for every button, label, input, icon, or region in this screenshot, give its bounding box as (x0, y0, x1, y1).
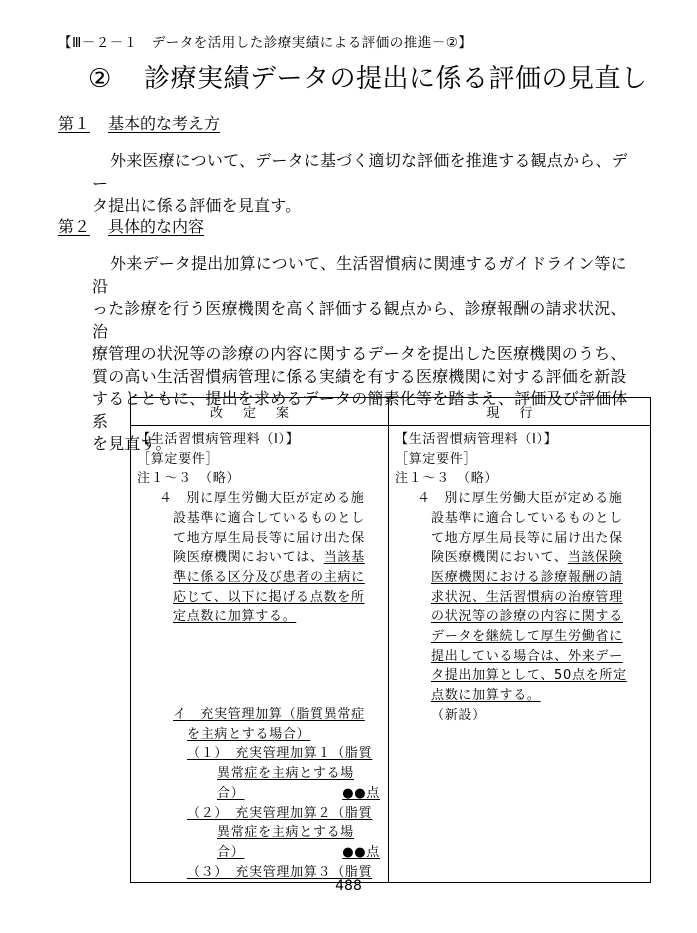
section-heading-2 (58, 214, 204, 237)
amended-line: （３） 充実管理加算３（脂質 (187, 864, 373, 880)
cell-text: 険医療機関において、 (431, 550, 568, 566)
cell-text: 充実管理加算（脂質異常症 (186, 707, 365, 723)
paragraph-line: タ提出に係る評価を見直す。 (92, 196, 302, 215)
paragraph-line: 療管理の状況等の診療の内容に関するデータを提出した医療機関のうち、 (92, 344, 627, 363)
cell-title: 【生活習慣病管理料（Ⅰ）】 (395, 432, 558, 447)
item-marker: イ (173, 707, 187, 723)
points-value: ●●点 (342, 844, 380, 860)
amended-line (137, 784, 380, 804)
cell-line: て地方厚生局長等に届け出た保 (431, 530, 623, 546)
new-marker: （新設） (431, 707, 486, 723)
paragraph-line: 外来医療について、データに基づく適切な評価を推進する観点から、デー (92, 151, 628, 193)
amended-line: 医療機関における診療報酬の請 (431, 569, 623, 585)
amended-text: 当該基 (323, 550, 365, 566)
cell-title: 【生活習慣病管理料（Ⅰ）】 (137, 432, 300, 447)
amended-line: 定点数に加算する。 (173, 609, 297, 625)
section-tag: 【Ⅲ－２－１ データを活用した診療実績による評価の推進－②】 (58, 35, 473, 51)
cell-line: 設基準に適合しているものとし (173, 510, 365, 526)
points-value: ●●点 (342, 785, 380, 801)
amended-line: （２） 充実管理加算２（脂質 (187, 805, 373, 821)
cell-note: 注１～３ （略） (137, 471, 241, 487)
paragraph-line: 外来データ提出加算について、生活習慣病に関連するガイドライン等に沿 (92, 254, 627, 296)
amended-text: 合） (217, 844, 245, 860)
amended-line: 応じて、以下に掲げる点数を所 (173, 589, 365, 605)
table-header-row (131, 398, 651, 426)
section-1-paragraph (92, 150, 640, 218)
section-number: 第２ (58, 217, 91, 236)
cell-line (137, 548, 380, 568)
cell-line: て地方厚生局長等に届け出た保 (173, 530, 365, 546)
paragraph-line: を見直す。 (92, 434, 172, 453)
amended-line: 求状況、生活習慣病の治療管理 (431, 589, 623, 605)
title-text: 診療実績データの提出に係る評価の見直し (144, 64, 648, 94)
table-row (131, 426, 651, 883)
amended-line: （１） 充実管理加算１（脂質 (187, 746, 373, 762)
cell-requirement: ［算定要件］ (137, 451, 220, 467)
paragraph-line: った診療を行う医療機関を高く評価する観点から、診療報酬の請求状況、治 (92, 299, 627, 341)
revision-cell (131, 426, 389, 883)
paragraph-line: 質の高い生活習慣病管理に係る実績を有する医療機関に対する評価を新設 (92, 366, 627, 386)
section-heading-text: 基本的な考え方 (108, 114, 221, 133)
amended-line: 点数に加算する。 (431, 688, 541, 704)
header-revision: 改定案 (131, 398, 389, 426)
amended-line: 異常症を主病とする場 (217, 825, 355, 841)
amended-line: データを継続して厚生労働省に (431, 629, 623, 645)
cell-line (395, 548, 642, 568)
comparison-table (130, 397, 651, 883)
amended-line: の状況等の診療の内容に関する (431, 609, 623, 625)
amended-text: 当該保険 (567, 550, 623, 566)
cell-line: ４ 別に厚生労働大臣が定める施 (417, 491, 623, 507)
amended-line: タ提出加算として、50点を所定 (431, 668, 627, 684)
amended-text: 合） (217, 785, 245, 801)
section-number: 第１ (58, 114, 91, 133)
amended-line: 提出している場合は、外来デー (431, 648, 623, 664)
amended-line (137, 843, 380, 863)
cell-spacer (137, 627, 380, 705)
section-heading-text: 具体的な内容 (108, 217, 205, 236)
amended-line: を主病とする場合） (187, 726, 311, 742)
amended-line: 準に係る区分及び患者の主病に (173, 569, 365, 585)
amended-line (137, 705, 380, 725)
current-cell (389, 426, 651, 883)
amended-line: 異常症を主病とする場 (217, 766, 355, 782)
cell-line: ４ 別に厚生労働大臣が定める施 (159, 491, 365, 507)
title-number: ② (88, 64, 112, 94)
cell-requirement: ［算定要件］ (395, 451, 478, 467)
cell-text: 険医療機関においては、 (173, 550, 324, 566)
section-heading-1 (58, 111, 220, 134)
page-number: 488 (335, 878, 362, 894)
header-current: 現行 (389, 398, 651, 426)
cell-line: 設基準に適合しているものとし (431, 510, 623, 526)
paragraph-line: するとともに、提出を求めるデータの簡素化等を踏まえ、評価及び評価体系 (92, 389, 628, 431)
cell-note: 注１～３ （略） (395, 471, 499, 487)
page-title (88, 58, 648, 95)
